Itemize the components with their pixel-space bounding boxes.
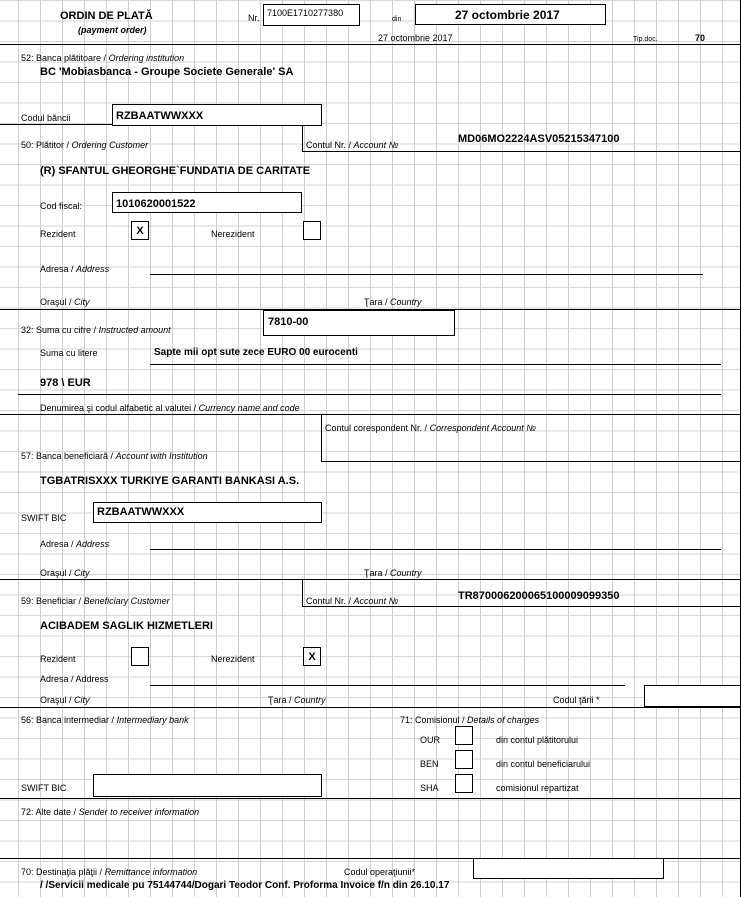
beneficiary-resident-checkbox[interactable]: [131, 647, 149, 666]
charges-label: 71: Comisionul / Details of charges: [400, 715, 540, 725]
payer-resident-checkbox[interactable]: X: [131, 221, 149, 240]
nr-label: Nr.: [248, 13, 260, 23]
beneficiary-account-divider: [302, 580, 303, 607]
payer-city-label: Oraşul / City: [40, 297, 90, 307]
beneficiary-label: 59: Beneficiar / Beneficiary Customer: [21, 596, 170, 606]
tipdoc-value: 70: [695, 33, 706, 43]
beneficiary-swift: RZBAATWWXXX: [97, 506, 185, 518]
charge-our-desc: din contul plătitorului: [496, 735, 579, 745]
corr-account-line: [321, 461, 741, 462]
intermediary-swift-field[interactable]: [93, 774, 322, 797]
beneficiary-account-line: [302, 606, 741, 607]
operation-code-field[interactable]: [473, 858, 664, 879]
remittance-label: 70: Destinaţia plăţii / Remittance information: [21, 867, 198, 877]
ordering-bank-name: BC 'Mobiasbanca - Groupe Societe Generale' SA: [40, 66, 294, 78]
amount-words: Sapte mii opt sute zece EURO 00 eurocenti: [154, 347, 358, 358]
bank-code: RZBAATWWXXX: [116, 110, 204, 122]
charge-sha-checkbox[interactable]: [455, 774, 473, 793]
beneficiary-nonresident-checkbox[interactable]: X: [303, 647, 321, 666]
payer-nonresident-label: Nerezident: [211, 229, 255, 239]
charge-sha-desc: comisionul repartizat: [496, 783, 579, 793]
other-info-label: 72: Alte date / Sender to receiver information: [21, 807, 200, 817]
order-date: 27 octombrie 2017: [455, 8, 560, 22]
payer-country-label: Ţara / Country: [364, 297, 422, 307]
bank-code-underline: [0, 124, 112, 125]
form-subtitle: (payment order): [78, 25, 147, 35]
fiscal-code: 1010620001522: [116, 198, 196, 210]
beneficiary-bank-label: 57: Banca beneficiară / Account with Institution: [21, 451, 208, 461]
currency-line: [18, 394, 721, 395]
amount-label: 32: Suma cu cifre / Instructed amount: [21, 325, 171, 335]
operation-code-label: Codul operaţiunii*: [344, 867, 416, 877]
currency-bottom-line: [0, 414, 741, 415]
corr-account-label: Contul corespondent Nr. / Correspondent Account №: [325, 423, 537, 433]
corr-account-divider: [321, 414, 322, 462]
beneficiary-bank-country-label: Ţara / Country: [364, 568, 422, 578]
beneficiary-country-label: Ţara / Country: [268, 695, 326, 705]
country-code-field[interactable]: [644, 685, 741, 707]
remittance-text: / /Servicii medicale pu 75144744/Dogari Teodor Conf. Proforma Invoice f/n din 26.10.17: [40, 880, 450, 891]
payer-account-divider: [302, 126, 303, 152]
beneficiary-bank-city-label: Oraşul / City: [40, 568, 90, 578]
currency: 978 \ EUR: [40, 377, 91, 389]
header-bottom-line: [0, 44, 741, 45]
payer-account-line: [302, 151, 741, 152]
beneficiary-bank-address-label: Adresa / Address: [40, 539, 110, 549]
beneficiary-name: ACIBADEM SAGLIK HIZMETLERI: [40, 620, 213, 632]
charge-ben-code: BEN: [420, 759, 439, 769]
din-label: din: [392, 16, 402, 23]
payer-address-label: Adresa / Address: [40, 264, 110, 274]
beneficiary-swift-label: SWIFT BIC: [21, 513, 67, 523]
payer-account: MD06MO2224ASV05215347100: [458, 133, 620, 145]
country-code-label: Codul ţării *: [553, 695, 600, 705]
beneficiary-bank-address-line: [150, 549, 721, 550]
order-date-small: 27 octombrie 2017: [378, 33, 453, 43]
beneficiary-bottom-line: [0, 707, 741, 708]
payer-account-label: Contul Nr. / Account №: [306, 140, 399, 150]
ordering-bank-label: 52: Banca plătitoare / Ordering institution: [21, 53, 185, 63]
order-number: 7100E1710277380: [267, 8, 344, 18]
bank-code-label: Codul băncii: [21, 113, 71, 123]
form-title: ORDIN DE PLATĂ: [60, 10, 153, 22]
amount-words-label: Suma cu litere: [40, 348, 98, 358]
charge-sha-code: SHA: [420, 783, 439, 793]
beneficiary-account-label: Contul Nr. / Account №: [306, 596, 399, 606]
payer-resident-label: Rezident: [40, 229, 76, 239]
beneficiary-address-label: Adresa / Address: [40, 674, 109, 684]
intermediary-swift-label: SWIFT BIC: [21, 783, 67, 793]
beneficiary-bank-name: TGBATRISXXX TURKIYE GARANTI BANKASI A.S.: [40, 475, 300, 487]
intermediary-label: 56: Banca intermediar / Intermediary bank: [21, 715, 189, 725]
payer-nonresident-checkbox[interactable]: [303, 221, 321, 240]
charges-bottom-line: [0, 798, 741, 799]
amount-figures: 7810-00: [268, 316, 309, 328]
charge-ben-desc: din contul beneficiarului: [496, 759, 591, 769]
charge-our-code: OUR: [420, 735, 440, 745]
beneficiary-bank-bottom-line: [0, 579, 741, 580]
payer-label: 50: Plătitor / Ordering Customer: [21, 140, 149, 150]
tipdoc-label: Tip.doc.: [633, 36, 658, 43]
beneficiary-resident-label: Rezident: [40, 654, 76, 664]
beneficiary-nonresident-label: Nerezident: [211, 654, 255, 664]
beneficiary-city-label: Oraşul / City: [40, 695, 90, 705]
payer-address-line: [150, 274, 703, 275]
charge-our-checkbox[interactable]: [455, 726, 473, 745]
currency-label: Denumirea şi codul alfabetic al valutei / Currency name and code: [40, 403, 300, 413]
charge-ben-checkbox[interactable]: [455, 750, 473, 769]
beneficiary-address-line: [150, 685, 625, 686]
fiscal-code-label: Cod fiscal:: [40, 201, 83, 211]
beneficiary-account: TR870006200065100009099350: [458, 590, 620, 602]
amount-words-line: [150, 364, 721, 365]
payer-name: (R) SFANTUL GHEORGHE`FUNDATIA DE CARITATE: [40, 165, 311, 177]
